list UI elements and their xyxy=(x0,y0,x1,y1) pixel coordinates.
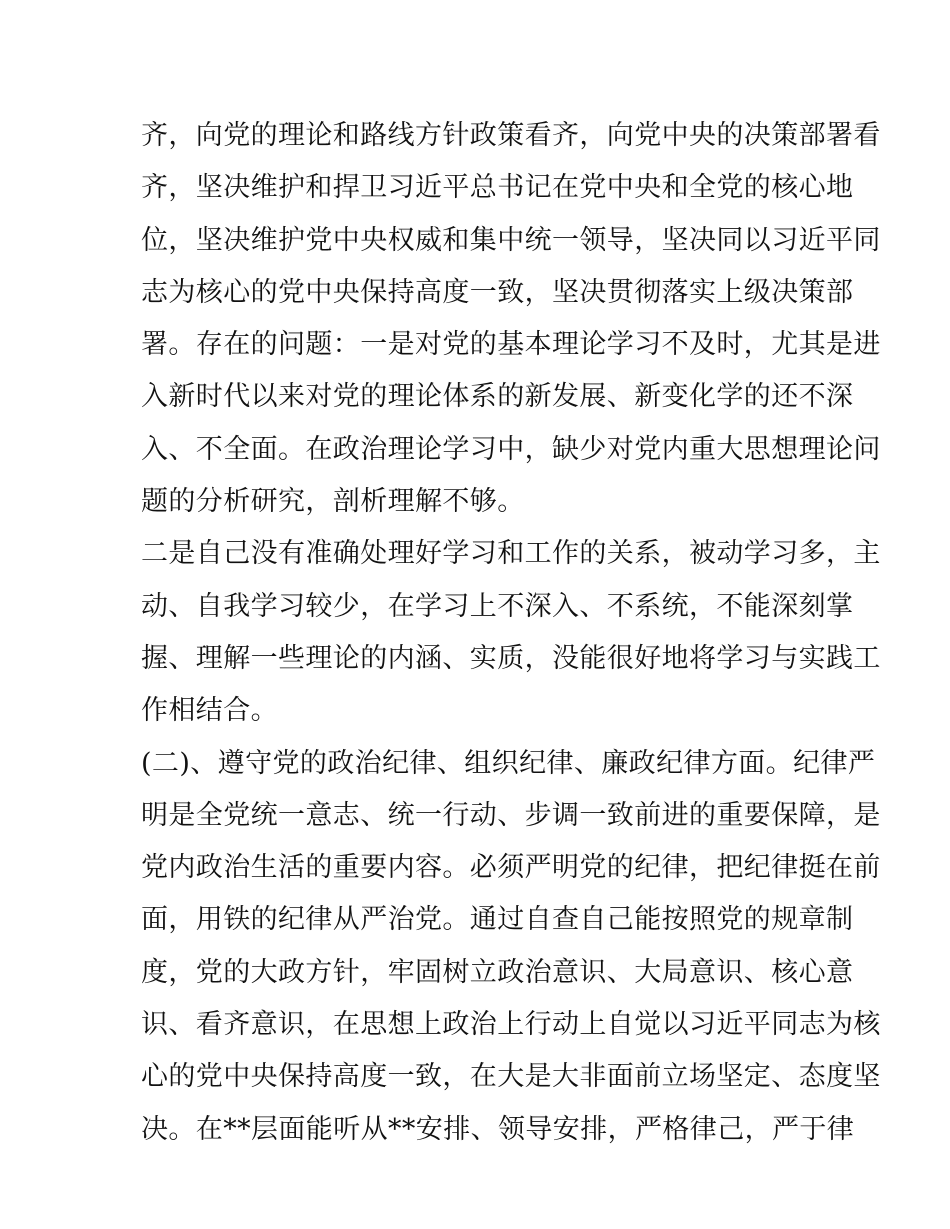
text-line: 题的分析研究，剖析理解不够。 xyxy=(141,486,525,518)
text-line: 作相结合。 xyxy=(141,695,278,727)
text-line: 入新时代以来对党的理论体系的新发展、新变化学的还不深 xyxy=(141,381,854,413)
text-line: 齐，坚决维护和捍卫习近平总书记在党中央和全党的核心地 xyxy=(141,172,854,204)
text-line: 识、看齐意识，在思想上政治上行动上自觉以习近平同志为核 xyxy=(141,1009,881,1041)
text-line: 度，党的大政方针，牢固树立政治意识、大局意识、核心意 xyxy=(141,956,854,988)
text-line: 位，坚决维护党中央权威和集中统一领导，坚决同以习近平同 xyxy=(141,224,881,256)
text-line: 党内政治生活的重要内容。必须严明党的纪律，把纪律挺在前 xyxy=(141,852,881,884)
body-text xyxy=(141,110,881,1156)
text-line: 决。在**层面能听从**安排、领导安排，严格律己，严于律 xyxy=(141,1113,855,1145)
text-line: 入、不全面。在政治理论学习中，缺少对党内重大思想理论问 xyxy=(141,433,881,465)
text-line: 握、理解一些理论的内涵、实质，没能很好地将学习与实践工 xyxy=(141,642,881,674)
text-line: 齐，向党的理论和路线方针政策看齐，向党中央的决策部署看 xyxy=(141,120,881,151)
text-line: 面，用铁的纪律从严治党。通过自查自己能按照党的规章制 xyxy=(141,904,854,936)
text-line: 明是全党统一意志、统一行动、步调一致前进的重要保障，是 xyxy=(141,799,881,831)
text-line: 志为核心的党中央保持高度一致，坚决贯彻落实上级决策部 xyxy=(141,276,854,308)
text-line: (二)、遵守党的政治纪律、组织纪律、廉政纪律方面。纪律严 xyxy=(141,747,876,779)
text-line: 心的党中央保持高度一致，在大是大非面前立场坚定、态度坚 xyxy=(141,1061,881,1093)
text-line: 二是自己没有准确处理好学习和工作的关系，被动学习多，主 xyxy=(141,538,881,570)
text-line: 署。存在的问题：一是对党的基本理论学习不及时，尤其是进 xyxy=(141,329,881,361)
text-line: 动、自我学习较少，在学习上不深入、不系统，不能深刻掌 xyxy=(141,590,854,622)
